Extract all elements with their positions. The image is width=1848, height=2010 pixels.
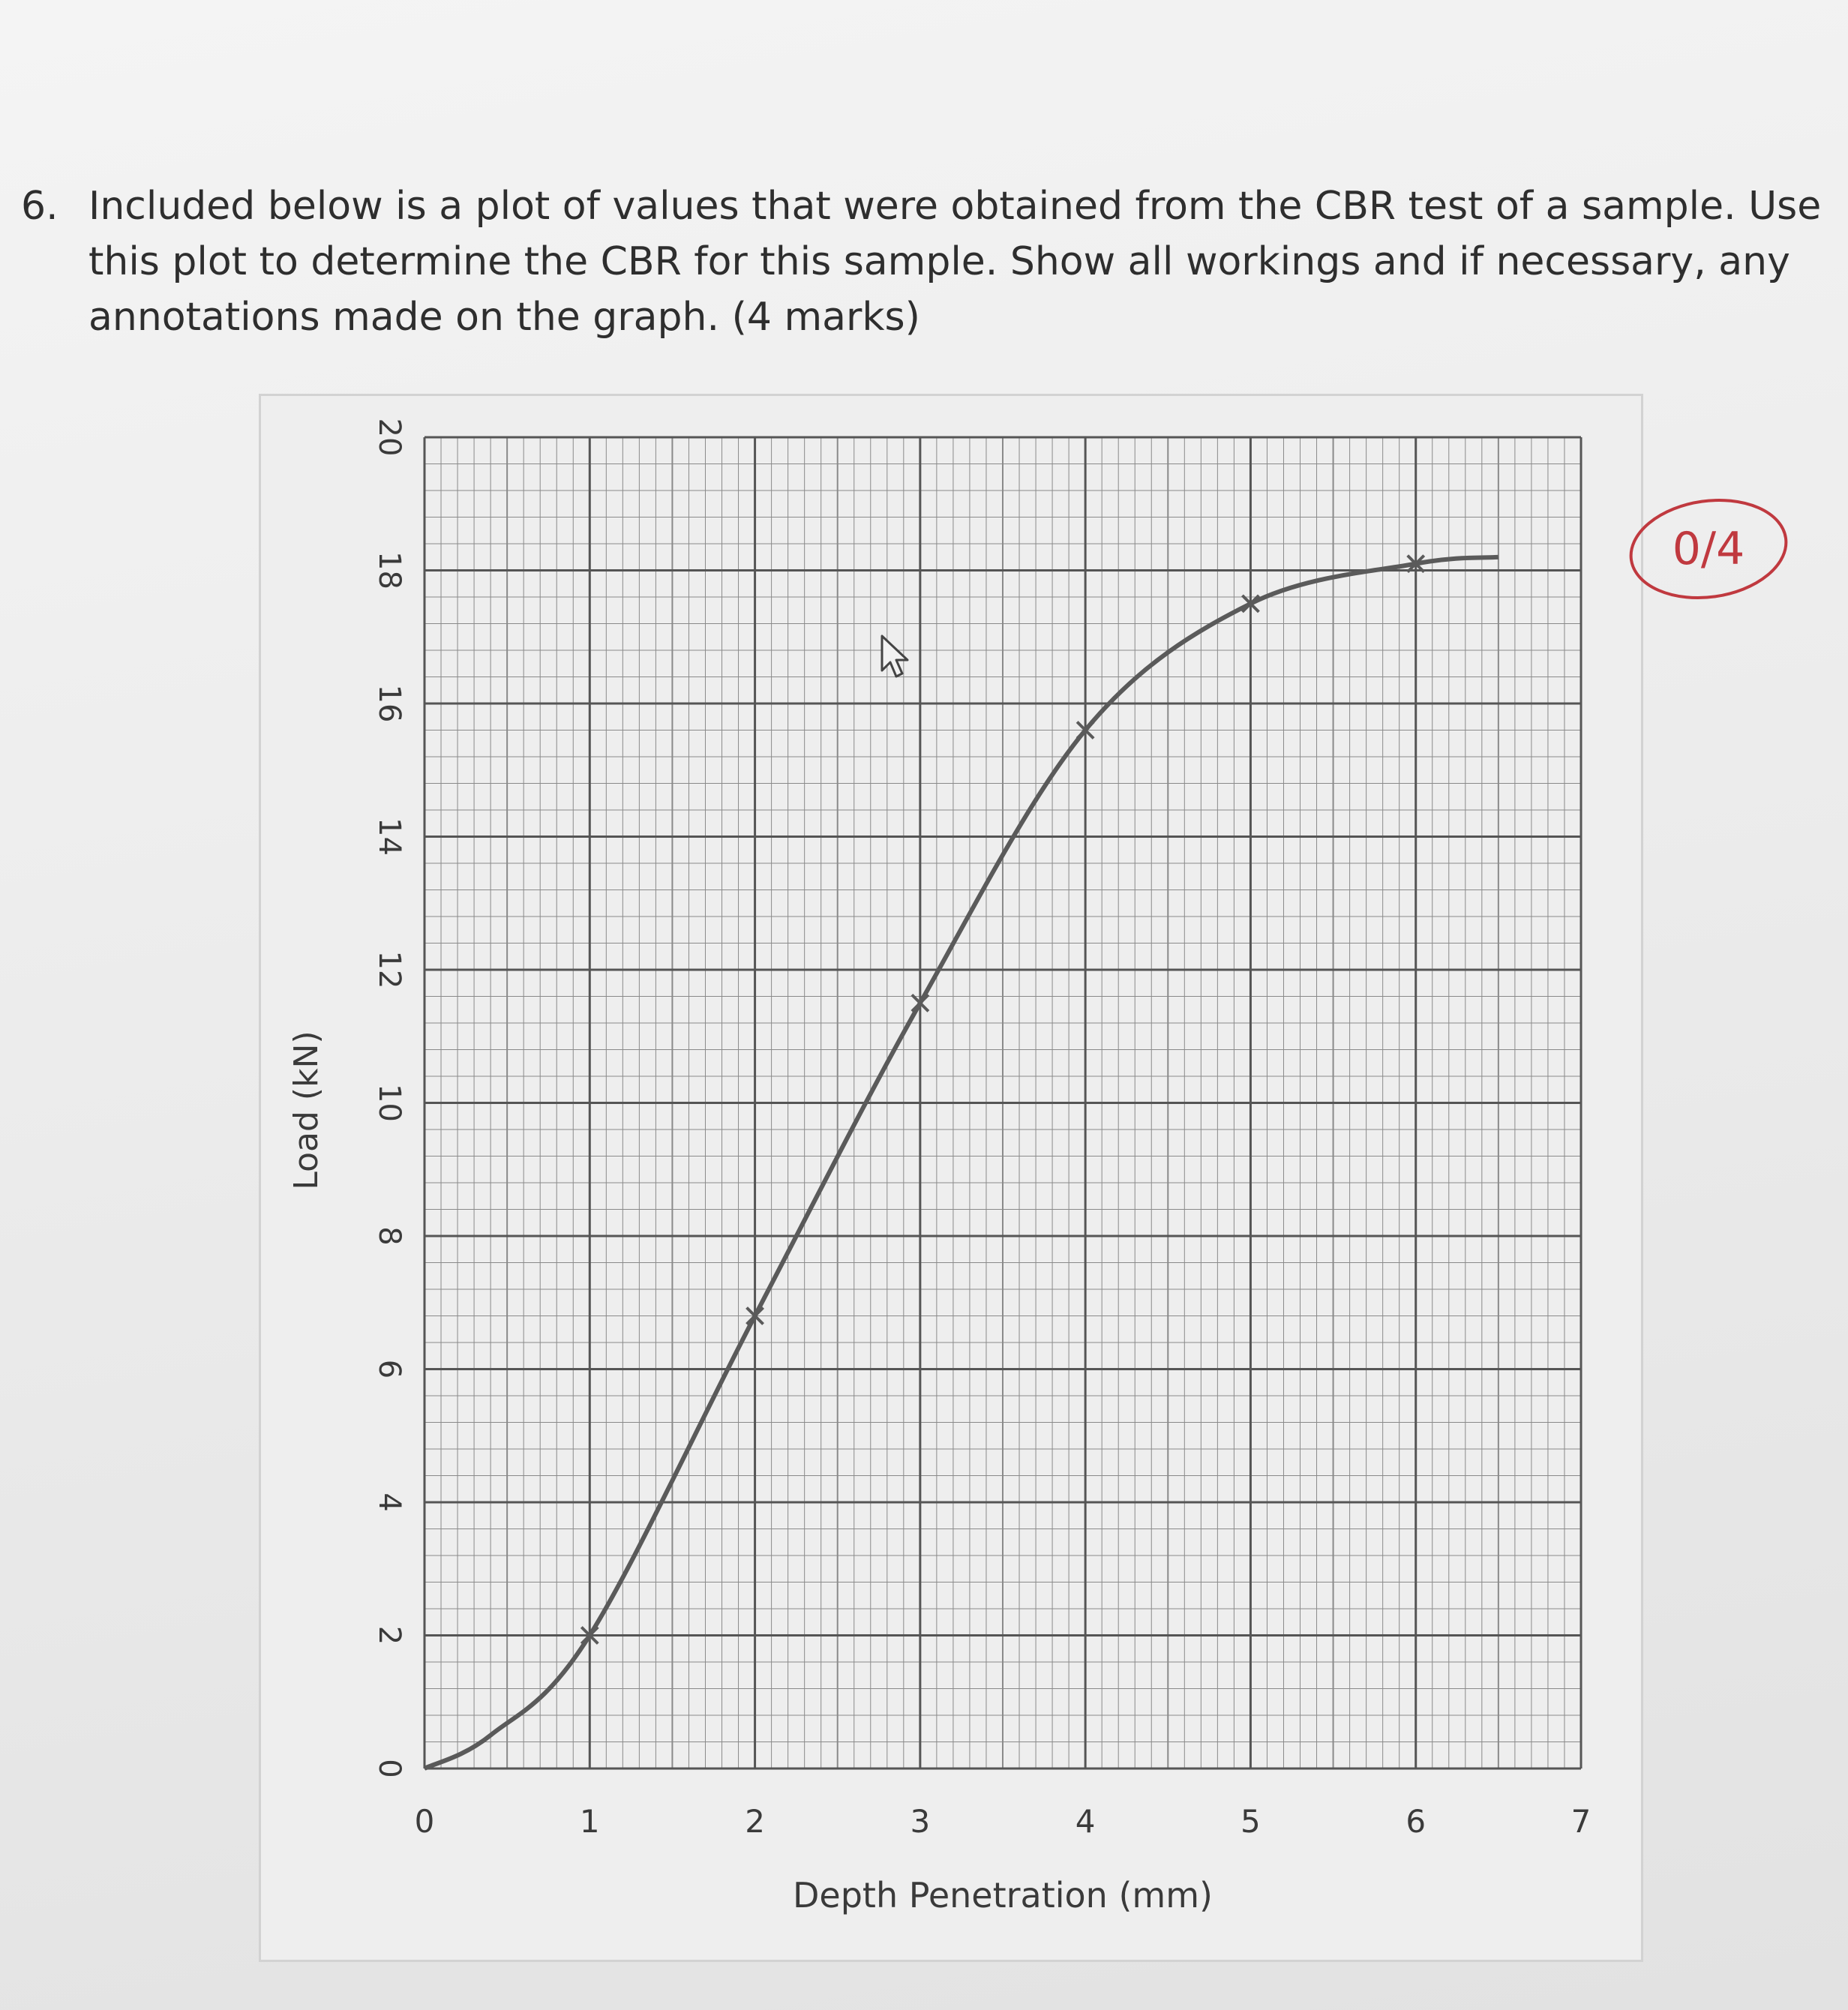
grade-mark-text: 0/4 — [1672, 523, 1745, 575]
x-tick-label: 2 — [745, 1803, 765, 1840]
x-axis-label: Depth Penetration (mm) — [793, 1875, 1213, 1916]
load-penetration-chart — [261, 396, 1641, 1960]
y-tick-label: 0 — [372, 1759, 406, 1778]
y-tick-label: 4 — [372, 1492, 406, 1512]
question-text-line-2: this plot to determine the CBR for this sample. Show all workings and if necessary, any — [88, 239, 1790, 284]
y-tick-label: 18 — [372, 551, 406, 590]
x-tick-label: 4 — [1075, 1803, 1096, 1840]
question-text-line-1: Included below is a plot of values that were obtained from the CBR test of a sample. Use — [88, 184, 1822, 229]
y-tick-label: 2 — [372, 1625, 406, 1646]
y-tick-label: 8 — [372, 1226, 406, 1246]
y-tick-label: 12 — [372, 950, 406, 989]
question-line — [21, 178, 1822, 234]
question-text-line-3: annotations made on the graph. (4 marks) — [88, 295, 920, 340]
x-tick-label: 7 — [1570, 1803, 1592, 1840]
load-curve — [424, 557, 1498, 1768]
y-tick-label: 10 — [372, 1084, 406, 1122]
tick-labels — [372, 418, 1591, 1840]
y-tick-label: 16 — [372, 684, 406, 723]
question-block — [21, 178, 1822, 345]
x-tick-label: 1 — [579, 1803, 600, 1840]
grade-mark — [1620, 480, 1800, 615]
x-tick-label: 5 — [1240, 1803, 1261, 1840]
question-number: 6. — [21, 184, 58, 229]
x-tick-label: 3 — [910, 1803, 931, 1840]
y-tick-label: 14 — [372, 818, 406, 856]
y-tick-label: 6 — [372, 1359, 406, 1379]
y-axis-label: Load (kN) — [287, 1030, 326, 1190]
chart-figure — [259, 394, 1643, 1962]
x-tick-label: 6 — [1406, 1803, 1426, 1840]
y-tick-label: 20 — [372, 418, 406, 457]
x-tick-label: 0 — [414, 1803, 435, 1840]
